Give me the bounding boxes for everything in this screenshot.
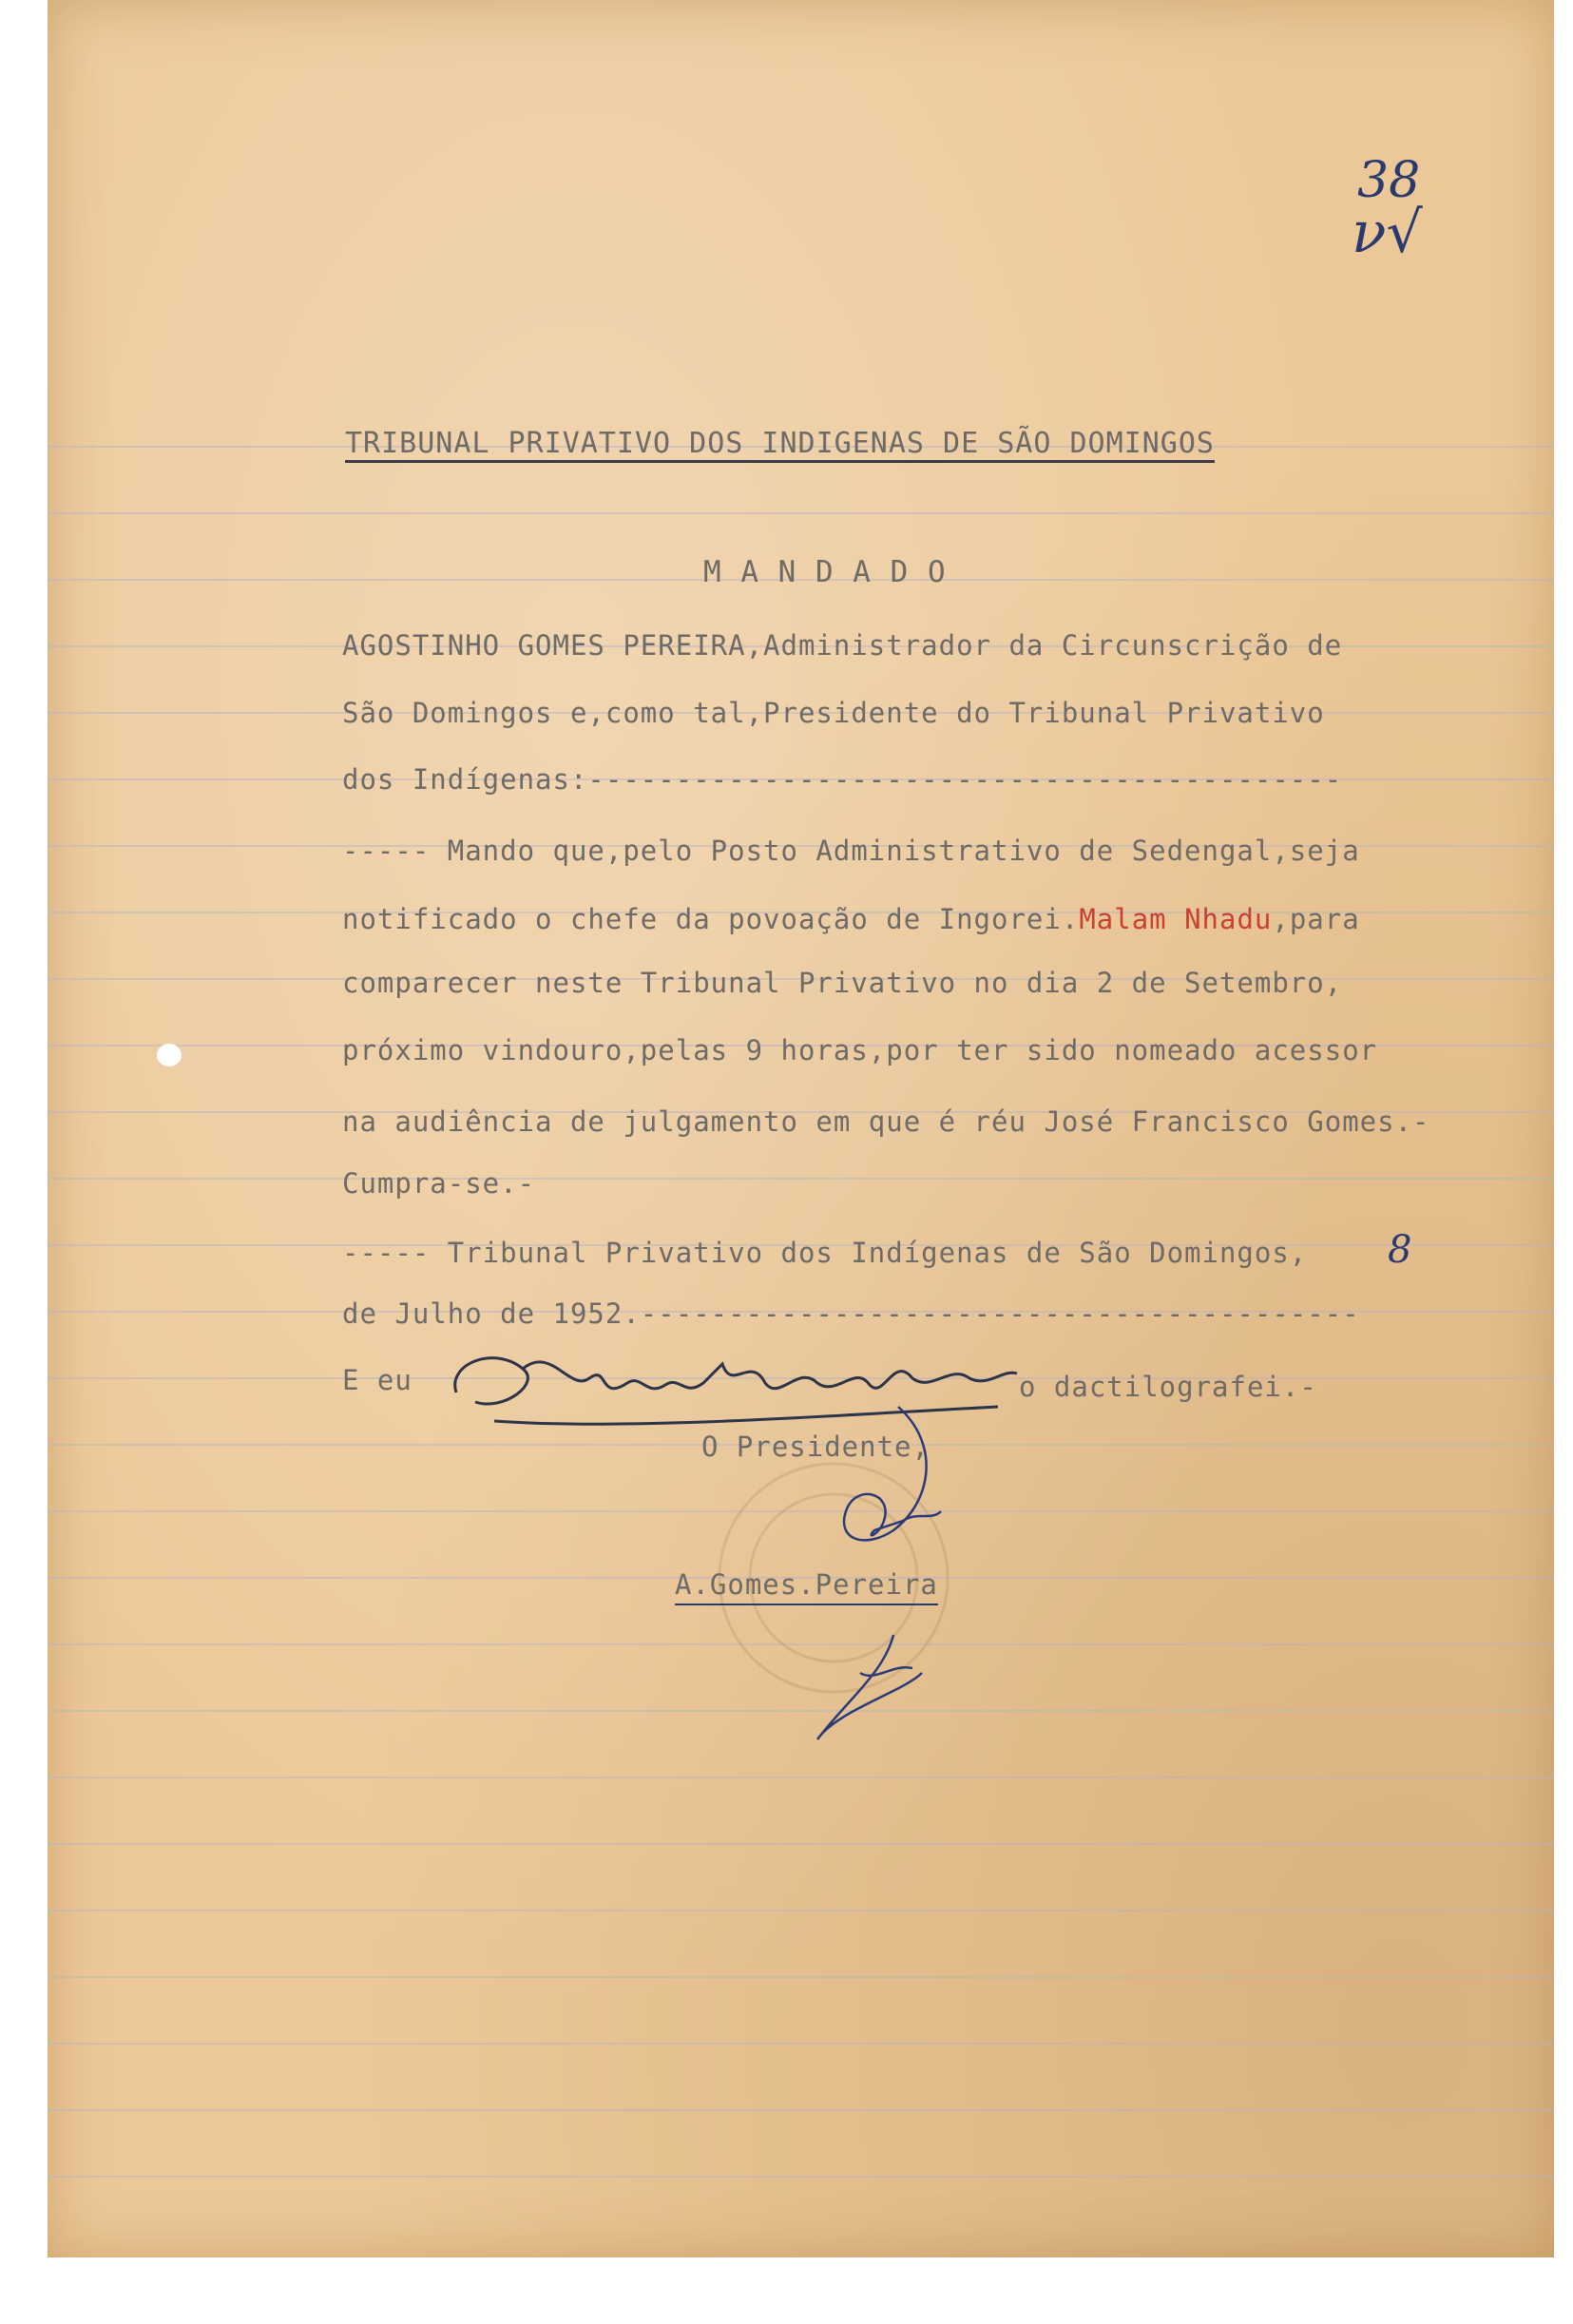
body-line-5 <box>342 903 1360 935</box>
punch-hole <box>157 1044 182 1066</box>
body-line-1: AGOSTINHO GOMES PEREIRA,Administrador da Circunscrição de <box>342 629 1343 662</box>
president-label: O Presidente, <box>701 1431 930 1463</box>
body-line-5-text: notificado o chefe da povoação de Ingorei. <box>342 903 1080 935</box>
body-line-10: ----- Tribunal Privativo dos Indígenas de São Domingos, <box>342 1237 1308 1269</box>
handwritten-day: 8 <box>1388 1228 1412 1272</box>
page-number: 38 <box>1357 152 1421 209</box>
red-name: Malam Nhadu <box>1079 903 1273 935</box>
typist-prefix: E eu <box>342 1364 412 1396</box>
body-line-6: comparecer neste Tribunal Privativo no dia 2 de Setembro, <box>342 967 1343 999</box>
body-line-8: na audiência de julgamento em que é réu José Francisco Gomes.- <box>342 1105 1430 1138</box>
body-line-9: Cumpra-se.- <box>342 1167 536 1200</box>
page-mark: ν√ <box>1352 200 1423 266</box>
president-name: A.Gomes.Pereira <box>675 1568 938 1601</box>
typist-suffix: o dactilografei.- <box>1019 1371 1317 1403</box>
body-line-2: São Domingos e,como tal,Presidente do Tribunal Privativo <box>342 697 1325 729</box>
mandado-heading: M A N D A D O <box>703 555 947 589</box>
body-line-11: de Julho de 1952.----------------------------------------- <box>342 1297 1360 1330</box>
body-line-7: próximo vindouro,pelas 9 horas,por ter sido nomeado acessor <box>342 1034 1378 1066</box>
document-paper <box>48 0 1554 2257</box>
body-line-4: ----- Mando que,pelo Posto Administrativo de Sedengal,seja <box>342 835 1360 867</box>
president-signature <box>656 1388 1017 1749</box>
body-line-3: dos Indígenas:------------------------------------------- <box>342 763 1343 796</box>
body-line-5-end: ,para <box>1272 903 1360 935</box>
page-title: TRIBUNAL PRIVATIVO DOS INDIGENAS DE SÃO DOMINGOS <box>345 427 1215 460</box>
